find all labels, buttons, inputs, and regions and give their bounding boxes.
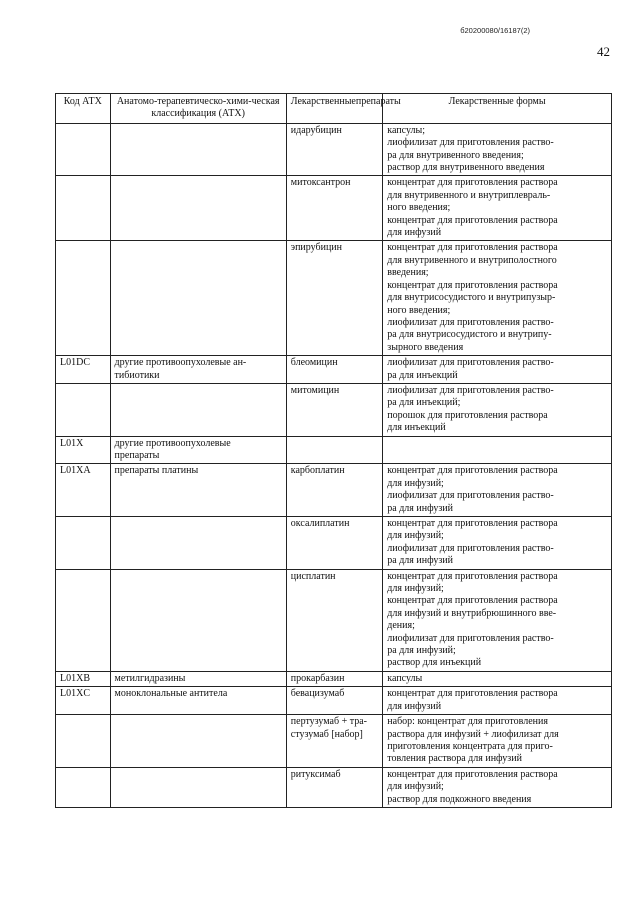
cell-text-line: приготовления концентрата для приго- bbox=[387, 740, 553, 752]
cell-text-line: концентрат для приготовления раствора bbox=[387, 242, 558, 254]
cell-text-line: L01XC bbox=[60, 688, 90, 700]
cell-text-line: введения; bbox=[387, 267, 429, 279]
dosage-forms-cell bbox=[383, 569, 612, 671]
atx-code-cell bbox=[56, 123, 111, 176]
cell-text-line: цисплатин bbox=[290, 570, 336, 582]
cell-text-line: L01DC bbox=[60, 357, 90, 369]
atx-code-cell bbox=[56, 715, 111, 768]
header-atx-code: Код АТХ bbox=[56, 94, 111, 124]
cell-text-line: ра для инъекций bbox=[387, 369, 458, 381]
cell-text-line: прокарбазин bbox=[290, 672, 345, 684]
atx-class-cell bbox=[110, 671, 286, 686]
drug-name-cell bbox=[286, 687, 383, 715]
cell-text-line: L01X bbox=[60, 437, 84, 449]
cell-text-line: метилгидразины bbox=[114, 672, 186, 684]
cell-text-line: ра для инфузий bbox=[387, 502, 453, 514]
drug-name-cell bbox=[286, 517, 383, 570]
table-header-row bbox=[56, 94, 612, 124]
table-row bbox=[56, 687, 612, 715]
header-atx-classification: Анатомо-терапевтическо-хими-ческая классификация (АТХ) bbox=[110, 94, 286, 124]
dosage-forms-cell bbox=[383, 241, 612, 356]
cell-text-line: идарубицин bbox=[290, 124, 342, 136]
atx-code-cell bbox=[56, 517, 111, 570]
atx-class-cell bbox=[110, 241, 286, 356]
cell-text-line: концентрат для приготовления раствора bbox=[387, 279, 558, 291]
drug-name-cell bbox=[286, 176, 383, 241]
table-row bbox=[56, 767, 612, 807]
dosage-forms-cell bbox=[383, 464, 612, 517]
cell-text-line: бевацизумаб bbox=[290, 688, 345, 700]
cell-text-line: для инфузий и внутрибрюшинного вве- bbox=[387, 607, 557, 619]
drug-name-cell bbox=[286, 569, 383, 671]
drug-name-cell bbox=[286, 383, 383, 436]
page-number: 42 bbox=[597, 44, 610, 59]
atx-class-cell bbox=[110, 464, 286, 517]
cell-text-line: другие противоопухолевые ан- bbox=[114, 357, 247, 369]
atx-code-cell bbox=[56, 383, 111, 436]
atx-class-cell bbox=[110, 715, 286, 768]
cell-text-line: ного введения; bbox=[387, 304, 451, 316]
cell-text-line: лиофилизат для приготовления раство- bbox=[387, 384, 554, 396]
atx-code-cell bbox=[56, 767, 111, 807]
cell-text-line: ра для внутривенного введения; bbox=[387, 149, 524, 161]
atx-class-cell bbox=[110, 517, 286, 570]
dosage-forms-cell bbox=[383, 356, 612, 384]
cell-text-line: L01XB bbox=[60, 672, 90, 684]
dosage-forms-cell bbox=[383, 687, 612, 715]
cell-text-line: концентрат для приготовления раствора bbox=[387, 177, 558, 189]
cell-text-line: для инфузий; bbox=[387, 477, 444, 489]
header-drugs: Лекарственныепрепараты bbox=[286, 94, 383, 124]
cell-text-line: L01XA bbox=[60, 465, 91, 477]
drug-name-cell bbox=[286, 356, 383, 384]
cell-text-line: эпирубицин bbox=[290, 242, 343, 254]
dosage-forms-cell bbox=[383, 383, 612, 436]
cell-text-line: лиофилизат для приготовления раство- bbox=[387, 357, 554, 369]
cell-text-line: лиофилизат для приготовления раство- bbox=[387, 632, 554, 644]
cell-text-line: концентрат для приготовления раствора bbox=[387, 214, 558, 226]
drug-name-cell bbox=[286, 241, 383, 356]
table-row bbox=[56, 715, 612, 768]
table-row bbox=[56, 517, 612, 570]
atx-code-cell bbox=[56, 464, 111, 517]
cell-text-line: для инфузий; bbox=[387, 530, 444, 542]
cell-text-line: тибиотики bbox=[114, 369, 160, 381]
cell-text-line: пертузумаб + тра- bbox=[290, 716, 367, 728]
cell-text-line: концентрат для приготовления раствора bbox=[387, 465, 558, 477]
cell-text-line: для инфузий; bbox=[387, 781, 444, 793]
table-row bbox=[56, 464, 612, 517]
atx-code-cell bbox=[56, 569, 111, 671]
cell-text-line: стузумаб [набор] bbox=[290, 728, 363, 740]
cell-text-line: препараты платины bbox=[114, 465, 199, 477]
dosage-forms-cell bbox=[383, 517, 612, 570]
table-row bbox=[56, 123, 612, 176]
cell-text-line: для внутрисосудистого и внутрипузыр- bbox=[387, 292, 556, 304]
atx-class-cell bbox=[110, 767, 286, 807]
cell-text-line: митоксантрон bbox=[290, 177, 351, 189]
cell-text-line: ритуксимаб bbox=[290, 768, 341, 780]
cell-text-line: другие противоопухолевые bbox=[114, 437, 231, 449]
dosage-forms-cell bbox=[383, 436, 612, 464]
cell-text-line: лиофилизат для приготовления раство- bbox=[387, 542, 554, 554]
cell-text-line: препараты bbox=[114, 449, 160, 461]
cell-text-line: оксалиплатин bbox=[290, 518, 350, 529]
cell-text-line: ра для внутрисосудистого и внутрипу- bbox=[387, 329, 552, 341]
atx-code-cell bbox=[56, 241, 111, 356]
cell-text-line: капсулы bbox=[387, 672, 423, 684]
dosage-forms-cell bbox=[383, 715, 612, 768]
drug-name-cell bbox=[286, 715, 383, 768]
atx-class-cell bbox=[110, 383, 286, 436]
cell-text-line: товления раствора для инфузий bbox=[387, 753, 522, 765]
cell-text-line: раствор для инъекций bbox=[387, 657, 482, 669]
drug-name-cell bbox=[286, 464, 383, 517]
cell-text-line: для внутривенного и внутриполостного bbox=[387, 254, 557, 266]
dosage-forms-cell bbox=[383, 767, 612, 807]
table-row bbox=[56, 356, 612, 384]
cell-text-line: дения; bbox=[387, 620, 415, 632]
drug-name-cell bbox=[286, 767, 383, 807]
atx-class-cell bbox=[110, 176, 286, 241]
atx-class-cell bbox=[110, 356, 286, 384]
header-dosage-forms: Лекарственные формы bbox=[383, 94, 612, 124]
atx-class-cell bbox=[110, 569, 286, 671]
table-row bbox=[56, 436, 612, 464]
atx-class-cell bbox=[110, 687, 286, 715]
cell-text-line: для инфузий bbox=[387, 227, 442, 239]
cell-text-line: капсулы; bbox=[387, 124, 426, 136]
cell-text-line: ра для инъекций; bbox=[387, 397, 461, 409]
table-row bbox=[56, 241, 612, 356]
table-row bbox=[56, 383, 612, 436]
cell-text-line: для внутривенного и внутриплевраль- bbox=[387, 189, 551, 201]
cell-text-line: лиофилизат для приготовления раство- bbox=[387, 137, 554, 149]
cell-text-line: зырного введения bbox=[387, 341, 464, 353]
document-id: б20200080/16187(2) bbox=[460, 26, 530, 35]
drug-name-cell bbox=[286, 671, 383, 686]
atx-code-cell bbox=[56, 176, 111, 241]
cell-text-line: ного введения; bbox=[387, 202, 451, 214]
cell-text-line: лиофилизат для приготовления раство- bbox=[387, 490, 554, 502]
cell-text-line: раствор для подкожного введения bbox=[387, 793, 532, 805]
cell-text-line: концентрат для приготовления раствора bbox=[387, 570, 558, 582]
atx-class-cell bbox=[110, 123, 286, 176]
cell-text-line: лиофилизат для приготовления раство- bbox=[387, 316, 554, 328]
atx-class-cell bbox=[110, 436, 286, 464]
cell-text-line: порошок для приготовления раствора bbox=[387, 409, 548, 421]
cell-text-line: раствор для внутривенного введения bbox=[387, 162, 545, 174]
table-row bbox=[56, 569, 612, 671]
cell-text-line: карбоплатин bbox=[290, 465, 345, 477]
atx-code-cell bbox=[56, 436, 111, 464]
cell-text-line: ра для инфузий; bbox=[387, 645, 456, 657]
dosage-forms-cell bbox=[383, 123, 612, 176]
cell-text-line: блеомицин bbox=[290, 357, 338, 369]
atx-code-cell bbox=[56, 687, 111, 715]
atx-code-cell bbox=[56, 356, 111, 384]
dosage-forms-cell bbox=[383, 176, 612, 241]
cell-text-line: концентрат для приготовления раствора bbox=[387, 518, 558, 529]
cell-text-line: ра для инфузий bbox=[387, 555, 453, 567]
cell-text-line: для инфузий; bbox=[387, 583, 444, 595]
atx-table bbox=[55, 93, 612, 808]
drug-name-cell bbox=[286, 436, 383, 464]
atx-code-cell bbox=[56, 671, 111, 686]
cell-text-line: раствора для инфузий + лиофилизат для bbox=[387, 728, 559, 740]
cell-text-line: митомицин bbox=[290, 384, 340, 396]
cell-text-line: концентрат для приготовления раствора bbox=[387, 595, 558, 607]
table-row bbox=[56, 671, 612, 686]
drug-name-cell bbox=[286, 123, 383, 176]
cell-text-line: моноклональные антитела bbox=[114, 688, 228, 700]
cell-text-line: набор: концентрат для приготовления bbox=[387, 716, 548, 728]
dosage-forms-cell bbox=[383, 671, 612, 686]
cell-text-line: концентрат для приготовления раствора bbox=[387, 688, 558, 700]
table-row bbox=[56, 176, 612, 241]
cell-text-line: концентрат для приготовления раствора bbox=[387, 768, 558, 780]
cell-text-line: для инфузий bbox=[387, 700, 442, 712]
cell-text-line: для инъекций bbox=[387, 422, 446, 434]
